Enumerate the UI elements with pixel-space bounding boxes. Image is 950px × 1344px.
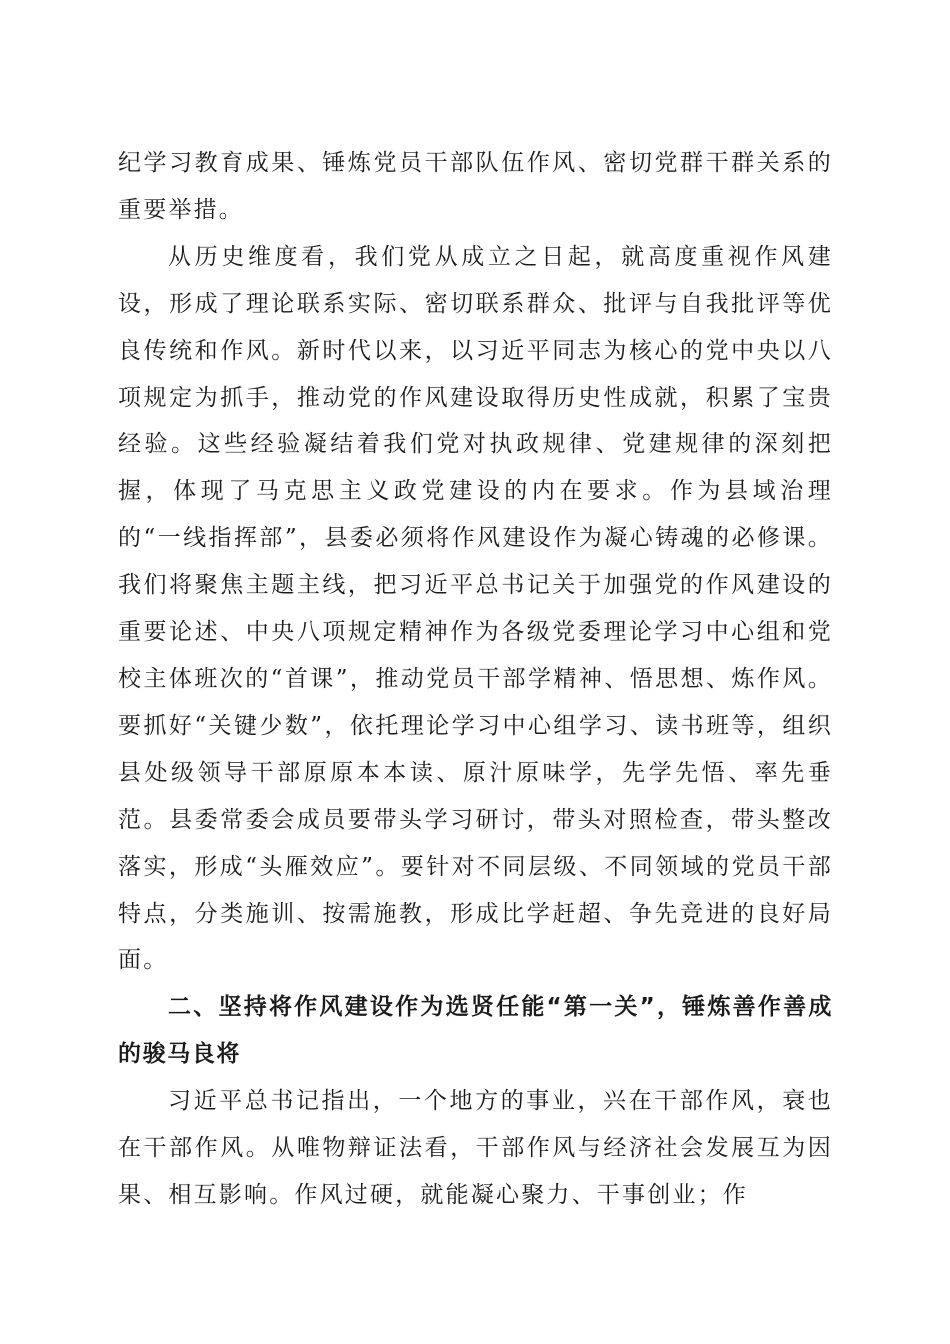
paragraph-continuation: 纪学习教育成果、锤炼党员干部队伍作风、密切党群干群关系的重要举措。 <box>118 150 833 223</box>
section-heading-two: 二、坚持将作风建设作为选贤任能“第一关”，锤炼善作善成的骏马良将 <box>118 994 833 1068</box>
paragraph-cadre-style: 习近平总书记指出，一个地方的事业，兴在干部作风，衰也在干部作风。从唯物辩证法看，干部作风与经济社会发展互为因果、相互影响。作风过硬，就能凝心聚力、干事创业；作 <box>118 1088 833 1208</box>
paragraph-historical-dimension: 从历史维度看，我们党从成立之日起，就高度重视作风建设，形成了理论联系实际、密切联系群众、批评与自我批评等优良传统和作风。新时代以来，以习近平同志为核心的党中央以八项规定为抓手，推动党的作风建设取得历史性成就，积累了宝贵经验。这些经验凝结着我们党对执政规律、党建规律的深刻把握，体现了马克思主义政党建设的内在要求。作为县域治理的“一线指挥部”，县委必须将作风建设作为凝心铸魂的必修课。我们将聚焦主题主线，把习近平总书记关于加强党的作风建设的重要论述、中央八项规定精神作为各级党委理论学习中心组和党校主体班次的“首课”，推动党员干部学精神、悟思想、炼作风。要抓好“关键少数”，依托理论学习中心组学习、读书班等，组织县处级领导干部原原本本读、原汁原味学，先学先悟、率先垂范。县委常委会成员要带头学习研讨，带头对照检查，带头整改落实，形成“头雁效应”。要针对不同层级、不同领域的党员干部特点，分类施训、按需施教，形成比学赶超、争先竞进的良好局面。 <box>118 243 833 974</box>
document-body <box>118 140 833 1219</box>
